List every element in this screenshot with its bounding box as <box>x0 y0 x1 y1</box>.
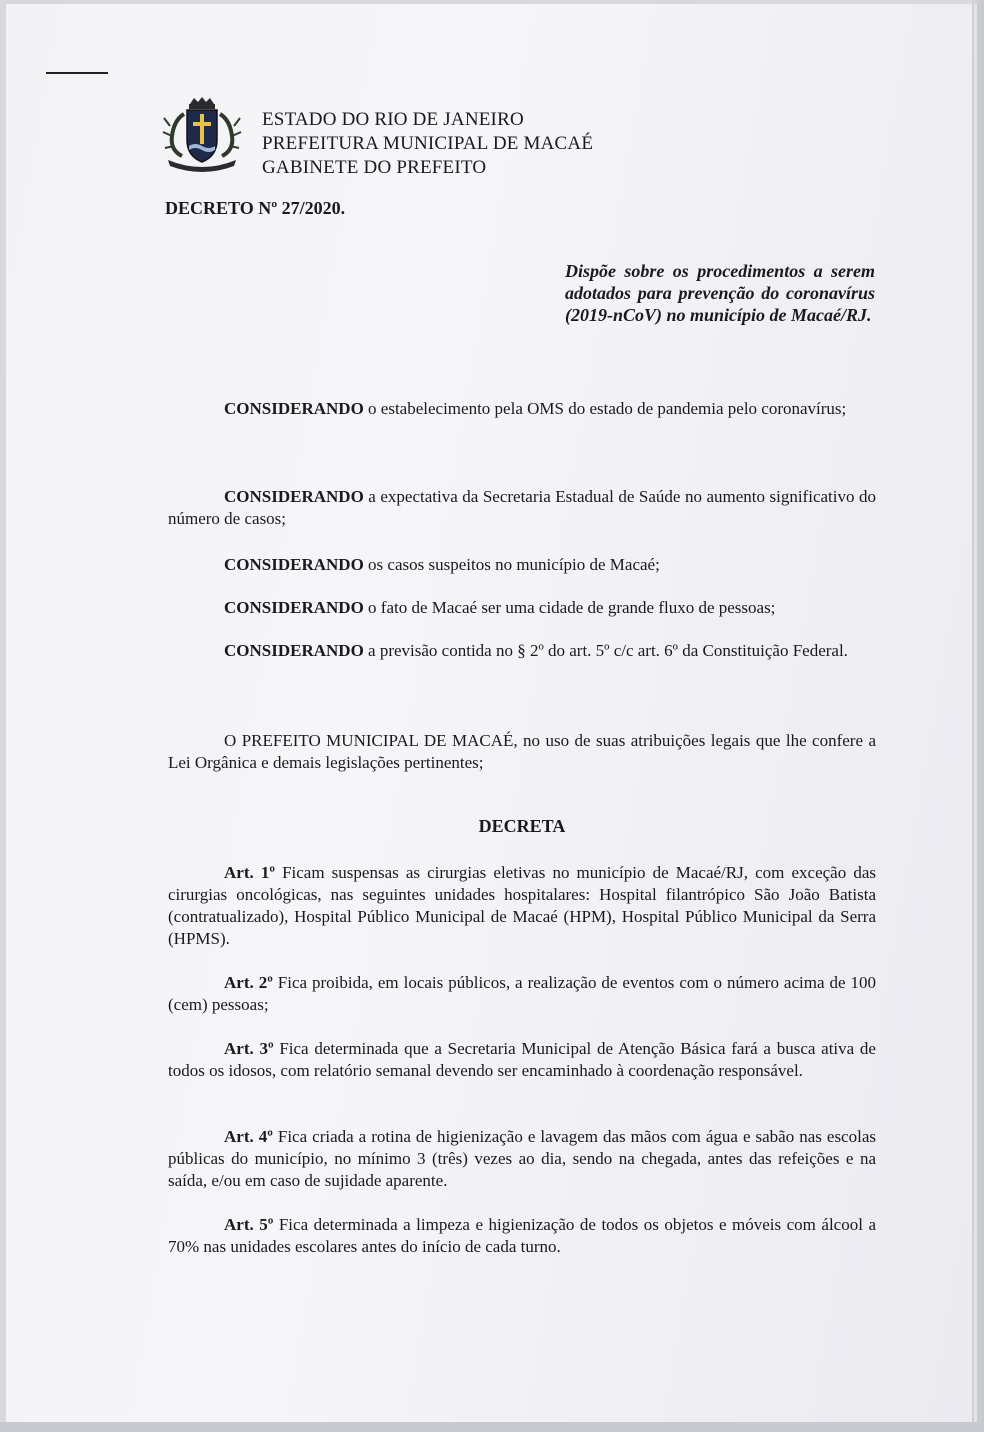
article-5 <box>168 1214 876 1258</box>
article-2 <box>168 972 876 1016</box>
considerando-lead: CONSIDERANDO <box>224 555 364 574</box>
preamble <box>168 730 876 774</box>
letterhead-cabinet: GABINETE DO PREFEITO <box>262 157 487 178</box>
considerando-text: a previsão contida no § 2º do art. 5º c/c art. 6º da Constituição Federal. <box>363 641 848 660</box>
letterhead <box>262 108 593 180</box>
article-text: Fica determinada que a Secretaria Municipal de Atenção Básica fará a busca ativa de todos os idosos, com relatório semanal devendo ser encaminhado à coordenação responsável. <box>168 1039 876 1080</box>
considerando-lead: CONSIDERANDO <box>224 641 364 660</box>
letterhead-state: ESTADO DO RIO DE JANEIRO <box>262 109 524 130</box>
decree-summary: Dispõe sobre os procedimentos a serem adotados para prevenção do coronavírus (2019-nCoV) no município de Macaé/RJ. <box>565 261 875 325</box>
preamble-text: O PREFEITO MUNICIPAL DE MACAÉ, no uso de suas atribuições legais que lhe confere a Lei Orgânica e demais legislações pertinentes; <box>168 731 876 772</box>
considerando-lead: CONSIDERANDO <box>224 399 364 418</box>
considerando-lead: CONSIDERANDO <box>224 598 364 617</box>
decree-number: DECRETO Nº 27/2020. <box>165 198 346 218</box>
document-page <box>6 4 972 1422</box>
considerando-4 <box>168 597 876 619</box>
article-lead: Art. 1º <box>224 863 275 882</box>
considerando-text: o fato de Macaé ser uma cidade de grande fluxo de pessoas; <box>363 598 776 617</box>
article-lead: Art. 5º <box>224 1215 274 1234</box>
top-dash-mark <box>46 72 108 74</box>
decreta-heading: DECRETA <box>478 816 566 836</box>
considerando-text: o estabelecimento pela OMS do estado de pandemia pelo coronavírus; <box>363 399 847 418</box>
considerando-1 <box>168 398 876 420</box>
considerando-3 <box>168 554 876 576</box>
article-text: Fica proibida, em locais públicos, a realização de eventos com o número acima de 100 (cem) pessoas; <box>168 973 876 1014</box>
considerando-lead: CONSIDERANDO <box>224 487 364 506</box>
article-3 <box>168 1038 876 1082</box>
considerando-text: os casos suspeitos no município de Macaé; <box>363 555 660 574</box>
letterhead-city-hall: PREFEITURA MUNICIPAL DE MACAÉ <box>262 133 594 154</box>
article-lead: Art. 2º <box>224 973 273 992</box>
considerando-5 <box>168 640 876 662</box>
considerando-2 <box>168 486 876 530</box>
bottom-edge <box>0 1422 984 1432</box>
article-text: Fica criada a rotina de higienização e lavagem das mãos com água e sabão nas escolas públicas do município, no mínimo 3 (três) vezes ao dia, sendo na chegada, antes das refeições e na saída, e/ou em caso de sujidade aparente. <box>168 1127 876 1190</box>
article-lead: Art. 4º <box>224 1127 273 1146</box>
article-text: Ficam suspensas as cirurgias eletivas no município de Macaé/RJ, com exceção das cirurgias oncológicas, nas seguintes unidades hospitalares: Hospital filantrópico São João Batista (contratualizado), Hospital Público Municipal de Macaé (HPM), Hospital Público Municipal da Serra (HPMS). <box>168 863 876 948</box>
macae-coat-of-arms-icon <box>160 96 244 172</box>
article-lead: Art. 3º <box>224 1039 274 1058</box>
considerando-text: a expectativa da Secretaria Estadual de Saúde no aumento significativo do número de casos; <box>168 487 876 528</box>
article-4 <box>168 1126 876 1192</box>
article-1 <box>168 862 876 950</box>
article-text: Fica determinada a limpeza e higienização de todos os objetos e móveis com álcool a 70% nas unidades escolares antes do início de cada turno. <box>168 1215 876 1256</box>
